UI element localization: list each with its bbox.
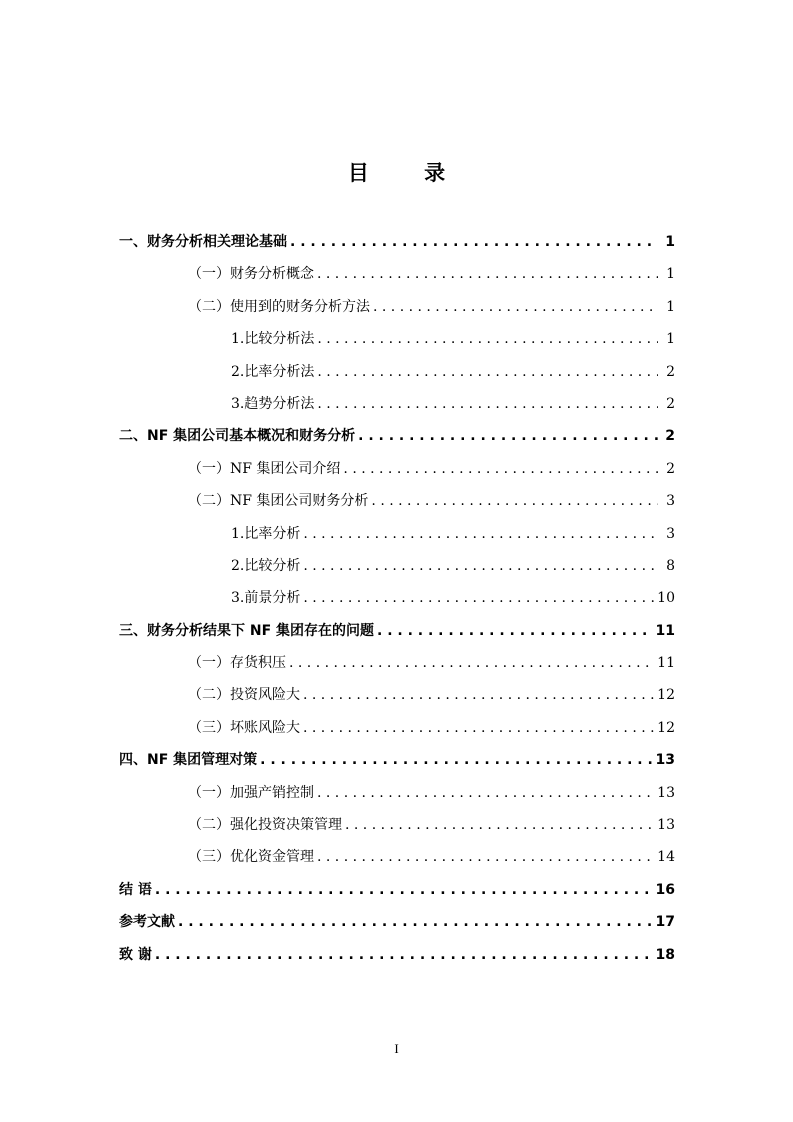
toc-entry-page: 3	[666, 525, 675, 542]
toc-leader-dots	[155, 939, 653, 971]
toc-entry-page: 2	[666, 460, 675, 477]
toc-entry-page: 13	[655, 752, 675, 769]
toc-entry-label: （一）加强产销控制	[188, 784, 314, 801]
toc-leader-dots	[317, 841, 654, 873]
toc-entry[interactable]	[119, 226, 675, 258]
toc-entry-label: （一）NF 集团公司介绍	[188, 460, 341, 477]
toc-entry-label: （一）存货积压	[188, 655, 286, 672]
toc-entry[interactable]	[119, 679, 675, 711]
toc-leader-dots	[317, 388, 658, 420]
toc-leader-dots	[373, 291, 658, 323]
toc-leader-dots	[371, 485, 658, 517]
toc-entry-label: 3.趋势分析法	[231, 395, 315, 412]
toc-entry-label: 2.比较分析	[231, 557, 301, 574]
toc-entry[interactable]	[119, 258, 675, 290]
toc-entry-page: 1	[666, 331, 675, 348]
toc-leader-dots	[289, 647, 654, 679]
toc-leader-dots	[303, 550, 658, 582]
toc-entry-page: 1	[666, 298, 675, 315]
toc-entry[interactable]	[119, 615, 675, 647]
toc-entry[interactable]	[119, 777, 675, 809]
toc-entry-label: 1.比较分析法	[231, 331, 315, 348]
toc-entry-label: 3.前景分析	[231, 590, 301, 607]
toc-entry-page: 2	[665, 428, 675, 445]
toc-leader-dots	[317, 258, 658, 290]
toc-entry-label: （二）NF 集团公司财务分析	[188, 493, 369, 510]
toc-entry-page: 11	[657, 655, 675, 672]
toc-entry-label: 参考文献	[119, 914, 175, 931]
toc-entry[interactable]	[119, 809, 675, 841]
toc-entry-page: 16	[655, 881, 675, 898]
toc-entry-page: 11	[655, 622, 675, 639]
toc-entry-label: 三、财务分析结果下 NF 集团存在的问题	[119, 622, 375, 639]
toc-leader-dots	[343, 453, 658, 485]
toc-entry-page: 1	[665, 234, 675, 250]
toc-entry-label: （二）强化投资决策管理	[188, 817, 342, 834]
toc-leader-dots	[155, 874, 653, 906]
toc-entry-label: 致 谢	[119, 946, 152, 963]
toc-entry[interactable]	[119, 874, 675, 906]
toc-entry[interactable]	[119, 550, 675, 582]
toc-entry[interactable]	[119, 841, 675, 873]
toc-entry[interactable]	[119, 518, 675, 550]
toc-entry-page: 8	[666, 557, 675, 574]
toc-entry-page: 14	[657, 849, 675, 866]
toc-entry[interactable]	[119, 356, 675, 388]
toc-leader-dots	[303, 679, 654, 711]
toc-entry[interactable]	[119, 712, 675, 744]
toc-entry[interactable]	[119, 939, 675, 971]
toc-entry-page: 2	[666, 395, 675, 412]
toc-entry-page: 10	[657, 590, 675, 607]
toc-entry[interactable]	[119, 906, 675, 938]
toc-entry-label: 二、NF 集团公司基本概况和财务分析	[119, 428, 356, 445]
toc-leader-dots	[290, 226, 658, 258]
page-number: I	[394, 1041, 399, 1056]
toc-entry[interactable]	[119, 647, 675, 679]
toc-entry-label: （二）使用到的财务分析方法	[188, 298, 370, 315]
toc-leader-dots	[303, 582, 654, 614]
toc-leader-dots	[303, 712, 654, 744]
toc-entry[interactable]	[119, 582, 675, 614]
toc-leader-dots	[345, 809, 654, 841]
toc-entry-page: 12	[657, 719, 675, 736]
toc-entry-label: 结 语	[119, 881, 152, 898]
toc-entry-label: 2.比率分析法	[231, 363, 315, 380]
toc-leader-dots	[303, 518, 658, 550]
toc-leader-dots	[358, 420, 658, 452]
toc-entry-label: 一、财务分析相关理论基础	[119, 234, 287, 250]
toc-leader-dots	[178, 906, 653, 938]
toc-entry-page: 1	[666, 266, 675, 283]
toc-entry-page: 2	[666, 363, 675, 380]
toc-entry-label: 四、NF 集团管理对策	[119, 752, 258, 769]
toc-entry-label: （三）坏账风险大	[188, 719, 300, 736]
toc-leader-dots	[317, 323, 658, 355]
toc-entry[interactable]	[119, 420, 675, 452]
toc-entry-label: （一）财务分析概念	[188, 266, 314, 283]
toc-leader-dots	[260, 744, 652, 776]
page-title: 目 录	[347, 160, 470, 185]
table-of-contents	[119, 226, 675, 971]
toc-entry[interactable]	[119, 744, 675, 776]
toc-leader-dots	[317, 777, 654, 809]
toc-entry[interactable]	[119, 485, 675, 517]
toc-leader-dots	[317, 356, 658, 388]
toc-leader-dots	[377, 615, 652, 647]
toc-entry-page: 13	[657, 817, 675, 834]
toc-entry-page: 13	[657, 784, 675, 801]
toc-entry-page: 17	[655, 914, 675, 931]
toc-entry[interactable]	[119, 388, 675, 420]
toc-entry-page: 12	[657, 687, 675, 704]
toc-entry-label: （二）投资风险大	[188, 687, 300, 704]
toc-entry[interactable]	[119, 323, 675, 355]
toc-entry-label: （三）优化资金管理	[188, 849, 314, 866]
toc-entry[interactable]	[119, 453, 675, 485]
toc-entry[interactable]	[119, 291, 675, 323]
toc-entry-label: 1.比率分析	[231, 525, 301, 542]
toc-entry-page: 18	[655, 946, 675, 963]
toc-entry-page: 3	[666, 493, 675, 510]
